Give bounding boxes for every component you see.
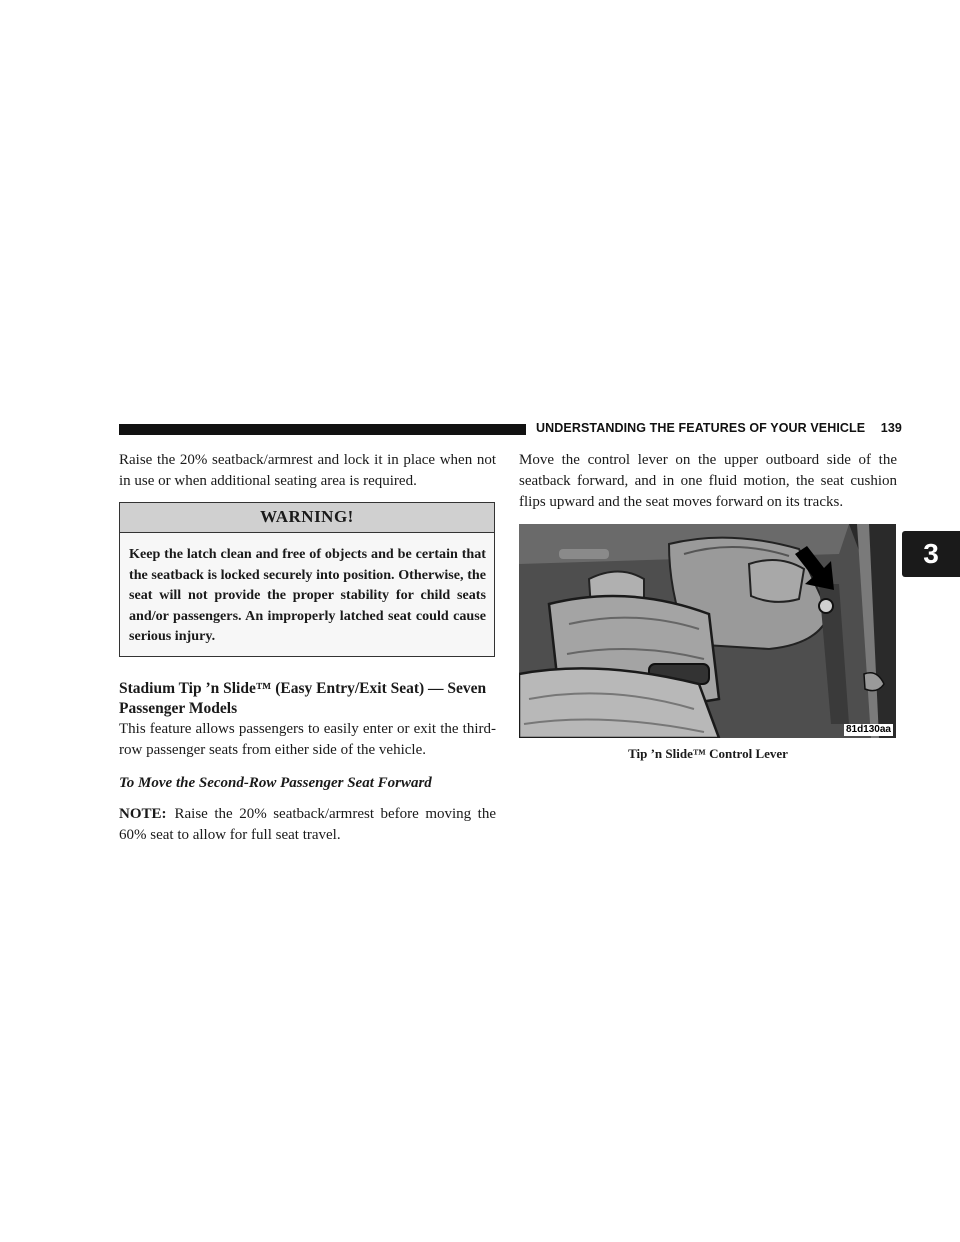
procedure-heading: To Move the Second-Row Passenger Seat Forward	[119, 774, 432, 791]
intro-paragraph: Raise the 20% seatback/armrest and lock it in place when not in use or when additional seating area is required.	[119, 452, 496, 489]
figure-caption: Tip ’n Slide™ Control Lever	[628, 746, 788, 761]
seat-illustration	[519, 524, 896, 738]
header-rule	[119, 424, 526, 435]
warning-title: WARNING!	[120, 503, 494, 533]
warning-text: Keep the latch clean and free of objects and be certain that the seatback is locked securely into position. Otherwise, the seat will not provide the proper stability for child seats and/or passengers. An improperly latched seat could cause serious injury.	[129, 546, 486, 644]
section-title: UNDERSTANDING THE FEATURES OF YOUR VEHICLE	[536, 421, 866, 435]
figure-code: 81d130aa	[845, 724, 891, 735]
chapter-tab[interactable]: 3	[902, 531, 960, 577]
note-text: Raise the 20% seatback/armrest before moving the 60% seat to allow for full seat travel.	[119, 805, 496, 843]
note-label: NOTE:	[119, 805, 167, 822]
warning-box	[119, 502, 495, 657]
note-paragraph	[119, 804, 496, 846]
right-column	[519, 450, 897, 762]
section-heading: Stadium Tip ’n Slide™ (Easy Entry/Exit Seat) — Seven Passenger Models	[119, 679, 487, 717]
running-header	[536, 421, 902, 435]
instruction-paragraph: Move the control lever on the upper outboard side of the seatback forward, and in one fluid motion, the seat cushion flips upward and the seat moves forward on its tracks.	[519, 452, 897, 510]
section-paragraph: This feature allows passengers to easily enter or exit the third-row passenger seats from either side of the vehicle.	[119, 720, 496, 758]
left-column	[119, 450, 496, 846]
page-number: 139	[880, 421, 902, 435]
seat-drawing	[519, 524, 896, 738]
